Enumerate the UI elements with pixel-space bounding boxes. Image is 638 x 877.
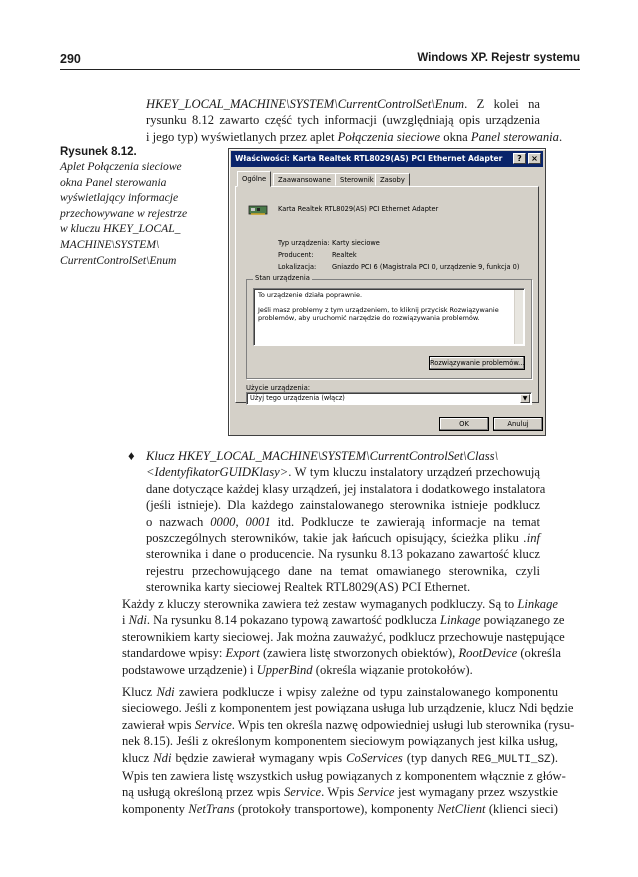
device-usage-label: Użycie urządzenia:	[246, 384, 311, 392]
status-line: problemów, aby uruchomić narzędzie do rozwiązywania problemów.	[258, 314, 480, 323]
figure-caption	[60, 145, 208, 268]
intro-paragraph	[146, 96, 563, 145]
page-number: 290	[60, 52, 81, 66]
text-line: sterownika karty sieciowej Realtek RTL8029(AS) PCI Ethernet.	[146, 580, 471, 595]
text-line: podstawowe urządzenie) i UpperBind (określa wiązanie protokołów).	[122, 662, 473, 677]
bullet-icon: ♦	[128, 448, 135, 463]
text-line: sterownikiem karty sieciowej. Jak można zauważyć, podklucz przechowuje następujące	[122, 629, 565, 644]
chevron-down-icon[interactable]: ▼	[520, 394, 530, 403]
text-line: <IdentyfikatorGUIDKlasy>. W tym kluczu instalatory urządzeń przechowują	[146, 465, 540, 480]
figure-caption-line: przechowywane w rejestrze	[60, 206, 188, 220]
text-line: rejestru przechowującego dane na temat omawianego sterownika, czyli	[146, 563, 540, 578]
text-line: zawierał wpis Service. Wpis ten określa nazwę odpowiedniej usługi lub sterownika (rysu-	[122, 717, 575, 732]
figure-caption-line: CurrentControlSet\Enum	[60, 253, 177, 267]
tab-general[interactable]: Ogólne	[237, 171, 271, 187]
text-line: o nazwach 0000, 0001 itd. Podklucze te zawierają informacje na temat	[146, 514, 541, 529]
text-line: nek 8.15). Jeśli z określonym komponentem sieciowym powiązanych jest kilka usług,	[122, 734, 558, 749]
text-line: Wpis ten zawiera listę wszystkich usług powiązanych z komponentem włącznie z głów-	[122, 769, 566, 784]
status-scrollbar[interactable]	[514, 290, 523, 344]
adapter-name: Karta Realtek RTL8029(AS) PCI Ethernet Adapter	[278, 205, 439, 213]
device-status-title: Stan urządzenia	[255, 274, 310, 282]
properties-dialog	[228, 148, 546, 436]
location-label: Lokalizacja:	[278, 263, 317, 271]
location-value: Gniazdo PCI 6 (Magistrala PCI 0, urządzenie 9, funkcja 0)	[332, 263, 520, 271]
text-line: HKEY_LOCAL_MACHINE\SYSTEM\CurrentControlSet\Enum. Z kolei na	[146, 97, 540, 111]
text-line: klucz Ndi będzie zawierał wymagany wpis CoServices (typ danych REG_MULTI_SZ).	[122, 750, 558, 766]
text-line: Klucz HKEY_LOCAL_MACHINE\SYSTEM\CurrentControlSet\Class\	[146, 449, 499, 463]
troubleshoot-button[interactable]: Rozwiązywanie problemów...	[429, 356, 525, 370]
tab-advanced[interactable]: Zaawansowane	[273, 173, 336, 186]
running-title: Windows XP. Rejestr systemu	[417, 52, 580, 64]
device-usage-value: Użyj tego urządzenia (włącz)	[250, 394, 345, 402]
dialog-title: Właściwości: Karta Realtek RTL8029(AS) PCI Ethernet Adapter	[235, 154, 503, 163]
header-rule	[60, 69, 580, 70]
page-header	[60, 48, 580, 70]
text-line: ną usługą określoną przez wpis Service. Wpis Service jest wymagany przez wszystkie	[122, 785, 558, 800]
device-status-group	[246, 274, 532, 379]
device-type-value: Karty sieciowe	[332, 239, 380, 247]
text-line: dane dotyczące każdej klasy urządzeń, jej instalatora i dodatkowego instalatora	[146, 481, 546, 496]
device-status-textbox[interactable]	[253, 288, 525, 346]
close-button[interactable]: ×	[528, 153, 541, 164]
manufacturer-value: Realtek	[332, 251, 357, 259]
text-line: komponenty NetTrans (protokoły transportowe), komponenty NetClient (klienci sieci)	[122, 801, 558, 816]
text-line: (jeśli istnieje). Dla każdego zainstalowanego sterownika istnieje podklucz	[146, 498, 540, 513]
text-line: rysunku 8.12 zawarto część tych informacji (uwzględniają opis urządzenia	[146, 113, 540, 128]
text-line: sieciowego. Jeśli z komponentem jest powiązana usługa lub urządzenie, klucz Ndi będzie	[122, 701, 574, 716]
bullet-paragraph	[146, 448, 546, 596]
ok-button[interactable]: OK	[439, 417, 489, 431]
text-line: standardowe wpisy: Export (zawiera listę stworzonych obiektów), RootDevice (określa	[122, 646, 561, 661]
general-tab-panel	[235, 186, 539, 403]
tab-resources[interactable]: Zasoby	[375, 173, 410, 186]
status-line: To urządzenie działa poprawnie.	[258, 291, 363, 299]
text-line: poszczególnych sterowników, takie jak łańcuch opisujący, ścieżka pliku .inf	[146, 531, 540, 546]
body-paragraph	[122, 684, 575, 817]
figure-caption-line: Aplet Połączenia sieciowe	[60, 160, 182, 173]
tab-driver[interactable]: Sterownik	[335, 173, 379, 186]
figure-caption-line: w kluczu HKEY_LOCAL_	[60, 222, 181, 236]
text-line: sterownika i dane o producencie. Na rysunku 8.13 pokazano zawartość klucz	[146, 547, 540, 562]
text-line: i jego typ) wyświetlanych przez aplet Połączenia sieciowe okna Panel sterowania.	[146, 129, 563, 144]
text-line: Klucz Ndi zawiera podklucze i wpisy zależne od typu zainstalowanego komponentu	[122, 685, 558, 699]
body-paragraph	[122, 596, 565, 678]
text-line: Każdy z kluczy sterownika zawiera też zestaw wymaganych podkluczy. Są to Linkage	[122, 597, 558, 611]
status-line: Jeśli masz problemy z tym urządzeniem, to kliknij przycisk Rozwiązywanie	[258, 305, 499, 314]
help-button[interactable]: ?	[513, 153, 526, 164]
figure-caption-line: okna Panel sterowania	[60, 175, 167, 189]
text-line: i Ndi. Na rysunku 8.14 pokazano typową zawartość podklucza Linkage powiązanego ze	[122, 613, 565, 628]
dialog-titlebar	[231, 151, 543, 167]
figure-caption-line: MACHINE\SYSTEM\	[60, 237, 160, 251]
device-type-label: Typ urządzenia:	[278, 239, 330, 247]
manufacturer-label: Producent:	[278, 251, 314, 259]
figure-caption-title: Rysunek 8.12.	[60, 146, 137, 158]
cancel-button[interactable]: Anuluj	[493, 417, 543, 431]
network-adapter-icon	[248, 203, 268, 217]
figure-caption-line: wyświetlający informacje	[60, 191, 179, 205]
device-usage-select[interactable]	[246, 392, 532, 405]
